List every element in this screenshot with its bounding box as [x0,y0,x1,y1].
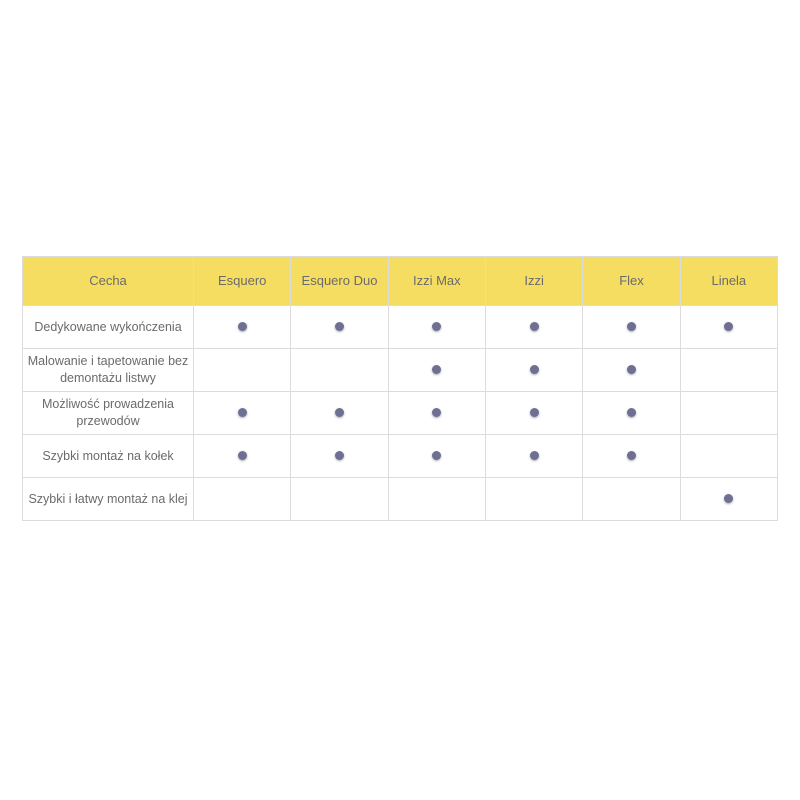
mark-cell [388,435,485,478]
mark-cell [680,349,777,392]
table-row [23,435,778,478]
mark-cell [194,478,291,521]
mark-cell [194,306,291,349]
check-dot-icon [627,408,636,417]
header-cell-izzi: Izzi [485,257,582,306]
check-dot-icon [335,451,344,460]
mark-cell [485,392,582,435]
comparison-table-container [22,256,778,521]
header-cell-feature: Cecha [23,257,194,306]
mark-cell [583,306,680,349]
mark-cell [388,306,485,349]
check-dot-icon [432,408,441,417]
feature-label: Malowanie i tapetowanie bez demontażu listwy [23,349,194,392]
table-row [23,306,778,349]
feature-comparison-table [22,256,778,521]
check-dot-icon [724,322,733,331]
feature-label: Szybki i łatwy montaż na klej [23,478,194,521]
mark-cell [194,392,291,435]
mark-cell [583,435,680,478]
mark-cell [485,349,582,392]
mark-cell [194,435,291,478]
header-cell-esquero-duo: Esquero Duo [291,257,388,306]
header-cell-linela: Linela [680,257,777,306]
check-dot-icon [627,365,636,374]
mark-cell [291,478,388,521]
mark-cell [388,478,485,521]
check-dot-icon [238,451,247,460]
table-body [23,306,778,521]
mark-cell [485,306,582,349]
table-row [23,349,778,392]
table-row [23,392,778,435]
feature-label: Dedykowane wykończenia [23,306,194,349]
mark-cell [291,306,388,349]
header-row [23,257,778,306]
header-cell-izzi-max: Izzi Max [388,257,485,306]
mark-cell [680,306,777,349]
mark-cell [680,435,777,478]
check-dot-icon [335,322,344,331]
mark-cell [291,349,388,392]
feature-label: Możliwość prowadzenia przewodów [23,392,194,435]
check-dot-icon [530,322,539,331]
check-dot-icon [627,451,636,460]
check-dot-icon [724,494,733,503]
check-dot-icon [238,322,247,331]
header-cell-flex: Flex [583,257,680,306]
feature-label: Szybki montaż na kołek [23,435,194,478]
check-dot-icon [432,365,441,374]
check-dot-icon [530,408,539,417]
check-dot-icon [627,322,636,331]
check-dot-icon [335,408,344,417]
mark-cell [388,392,485,435]
mark-cell [680,478,777,521]
mark-cell [291,392,388,435]
check-dot-icon [432,322,441,331]
check-dot-icon [238,408,247,417]
mark-cell [485,435,582,478]
mark-cell [388,349,485,392]
mark-cell [583,478,680,521]
mark-cell [583,349,680,392]
check-dot-icon [530,451,539,460]
mark-cell [583,392,680,435]
table-header [23,257,778,306]
header-cell-esquero: Esquero [194,257,291,306]
mark-cell [680,392,777,435]
mark-cell [291,435,388,478]
mark-cell [194,349,291,392]
mark-cell [485,478,582,521]
check-dot-icon [530,365,539,374]
table-row [23,478,778,521]
check-dot-icon [432,451,441,460]
